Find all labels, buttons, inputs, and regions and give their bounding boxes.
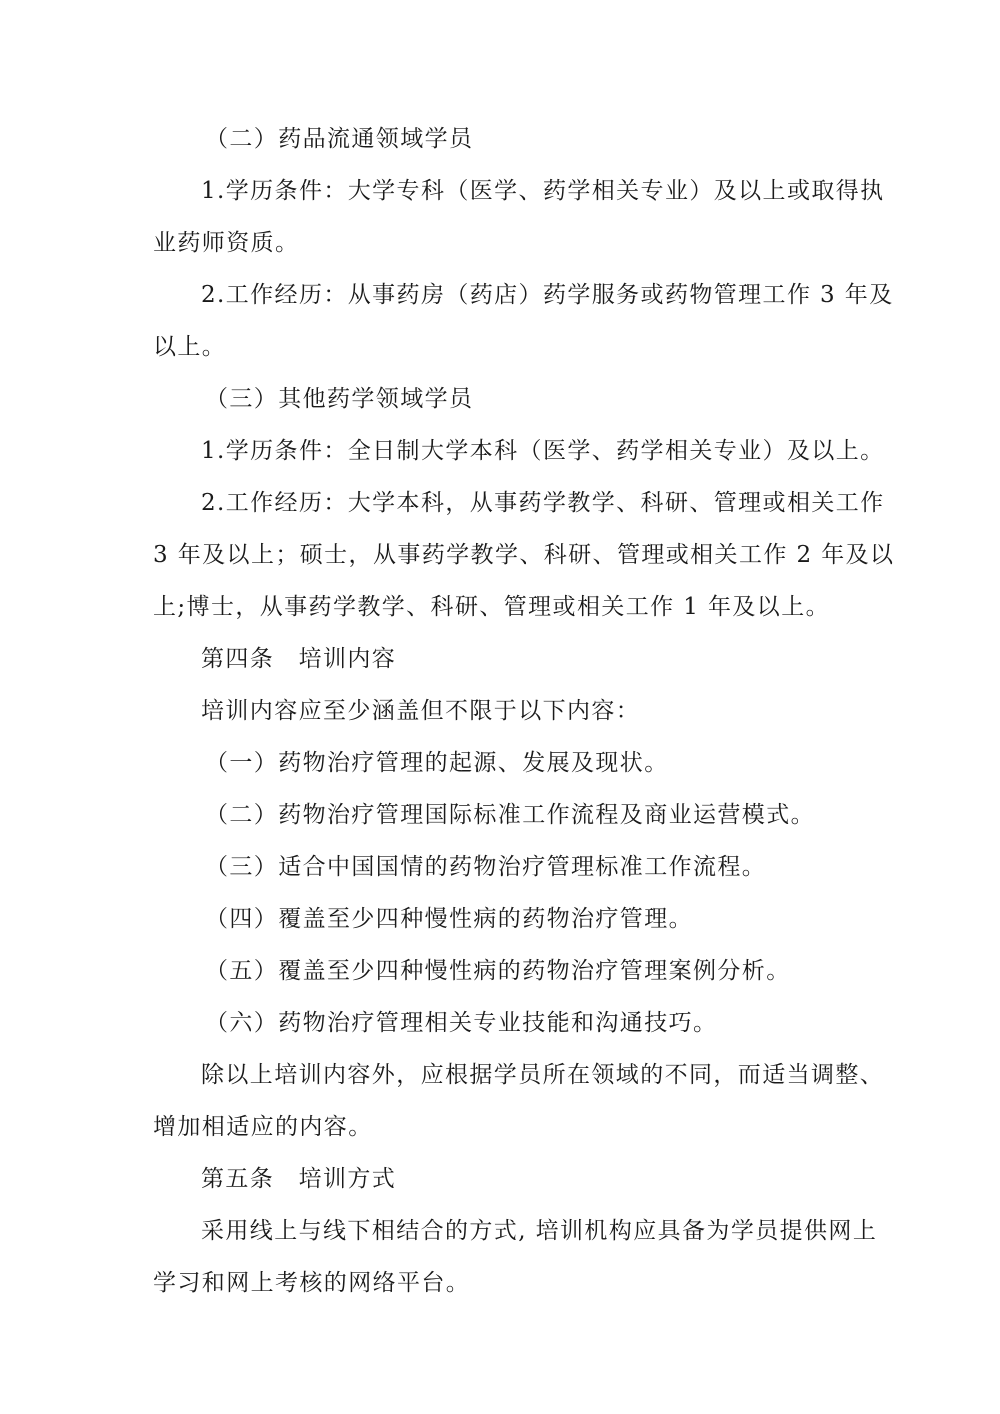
paragraph-line: 以上。	[153, 334, 227, 360]
list-item: （五）覆盖至少四种慢性病的药物治疗管理案例分析。	[205, 958, 791, 984]
paragraph-line: 2.工作经历：大学本科，从事药学教学、科研、管理或相关工作	[201, 490, 885, 516]
paragraph-line: 1.学历条件：全日制大学本科（医学、药学相关专业）及以上。	[201, 438, 885, 464]
section-heading-distribution-trainees: （二）药品流通领域学员	[205, 126, 474, 152]
section-heading-other-trainees: （三）其他药学领域学员	[205, 386, 474, 412]
list-item: （一）药物治疗管理的起源、发展及现状。	[205, 750, 669, 776]
list-item: （三）适合中国国情的药物治疗管理标准工作流程。	[205, 854, 767, 880]
paragraph-line: 业药师资质。	[153, 230, 300, 256]
list-item: （四）覆盖至少四种慢性病的药物治疗管理。	[205, 906, 693, 932]
paragraph-line: 上;博士，从事药学教学、科研、管理或相关工作 1 年及以上。	[153, 594, 831, 620]
article-heading-training-content: 第四条 培训内容	[201, 646, 397, 672]
paragraph-line: 学习和网上考核的网络平台。	[153, 1270, 471, 1296]
paragraph-line: 培训内容应至少涵盖但不限于以下内容：	[201, 698, 641, 724]
paragraph-line: 2.工作经历：从事药房（药店）药学服务或药物管理工作 3 年及	[201, 282, 894, 308]
paragraph-line: 采用线上与线下相结合的方式, 培训机构应具备为学员提供网上	[201, 1218, 878, 1244]
list-item: （二）药物治疗管理国际标准工作流程及商业运营模式。	[205, 802, 815, 828]
list-item: （六）药物治疗管理相关专业技能和沟通技巧。	[205, 1010, 718, 1036]
paragraph-line: 除以上培训内容外，应根据学员所在领域的不同，而适当调整、	[201, 1062, 885, 1088]
paragraph-line: 3 年及以上；硕士，从事药学教学、科研、管理或相关工作 2 年及以	[153, 542, 895, 568]
paragraph-line: 增加相适应的内容。	[153, 1114, 373, 1140]
paragraph-line: 1.学历条件：大学专科（医学、药学相关专业）及以上或取得执	[201, 178, 885, 204]
article-heading-training-method: 第五条 培训方式	[201, 1166, 397, 1192]
